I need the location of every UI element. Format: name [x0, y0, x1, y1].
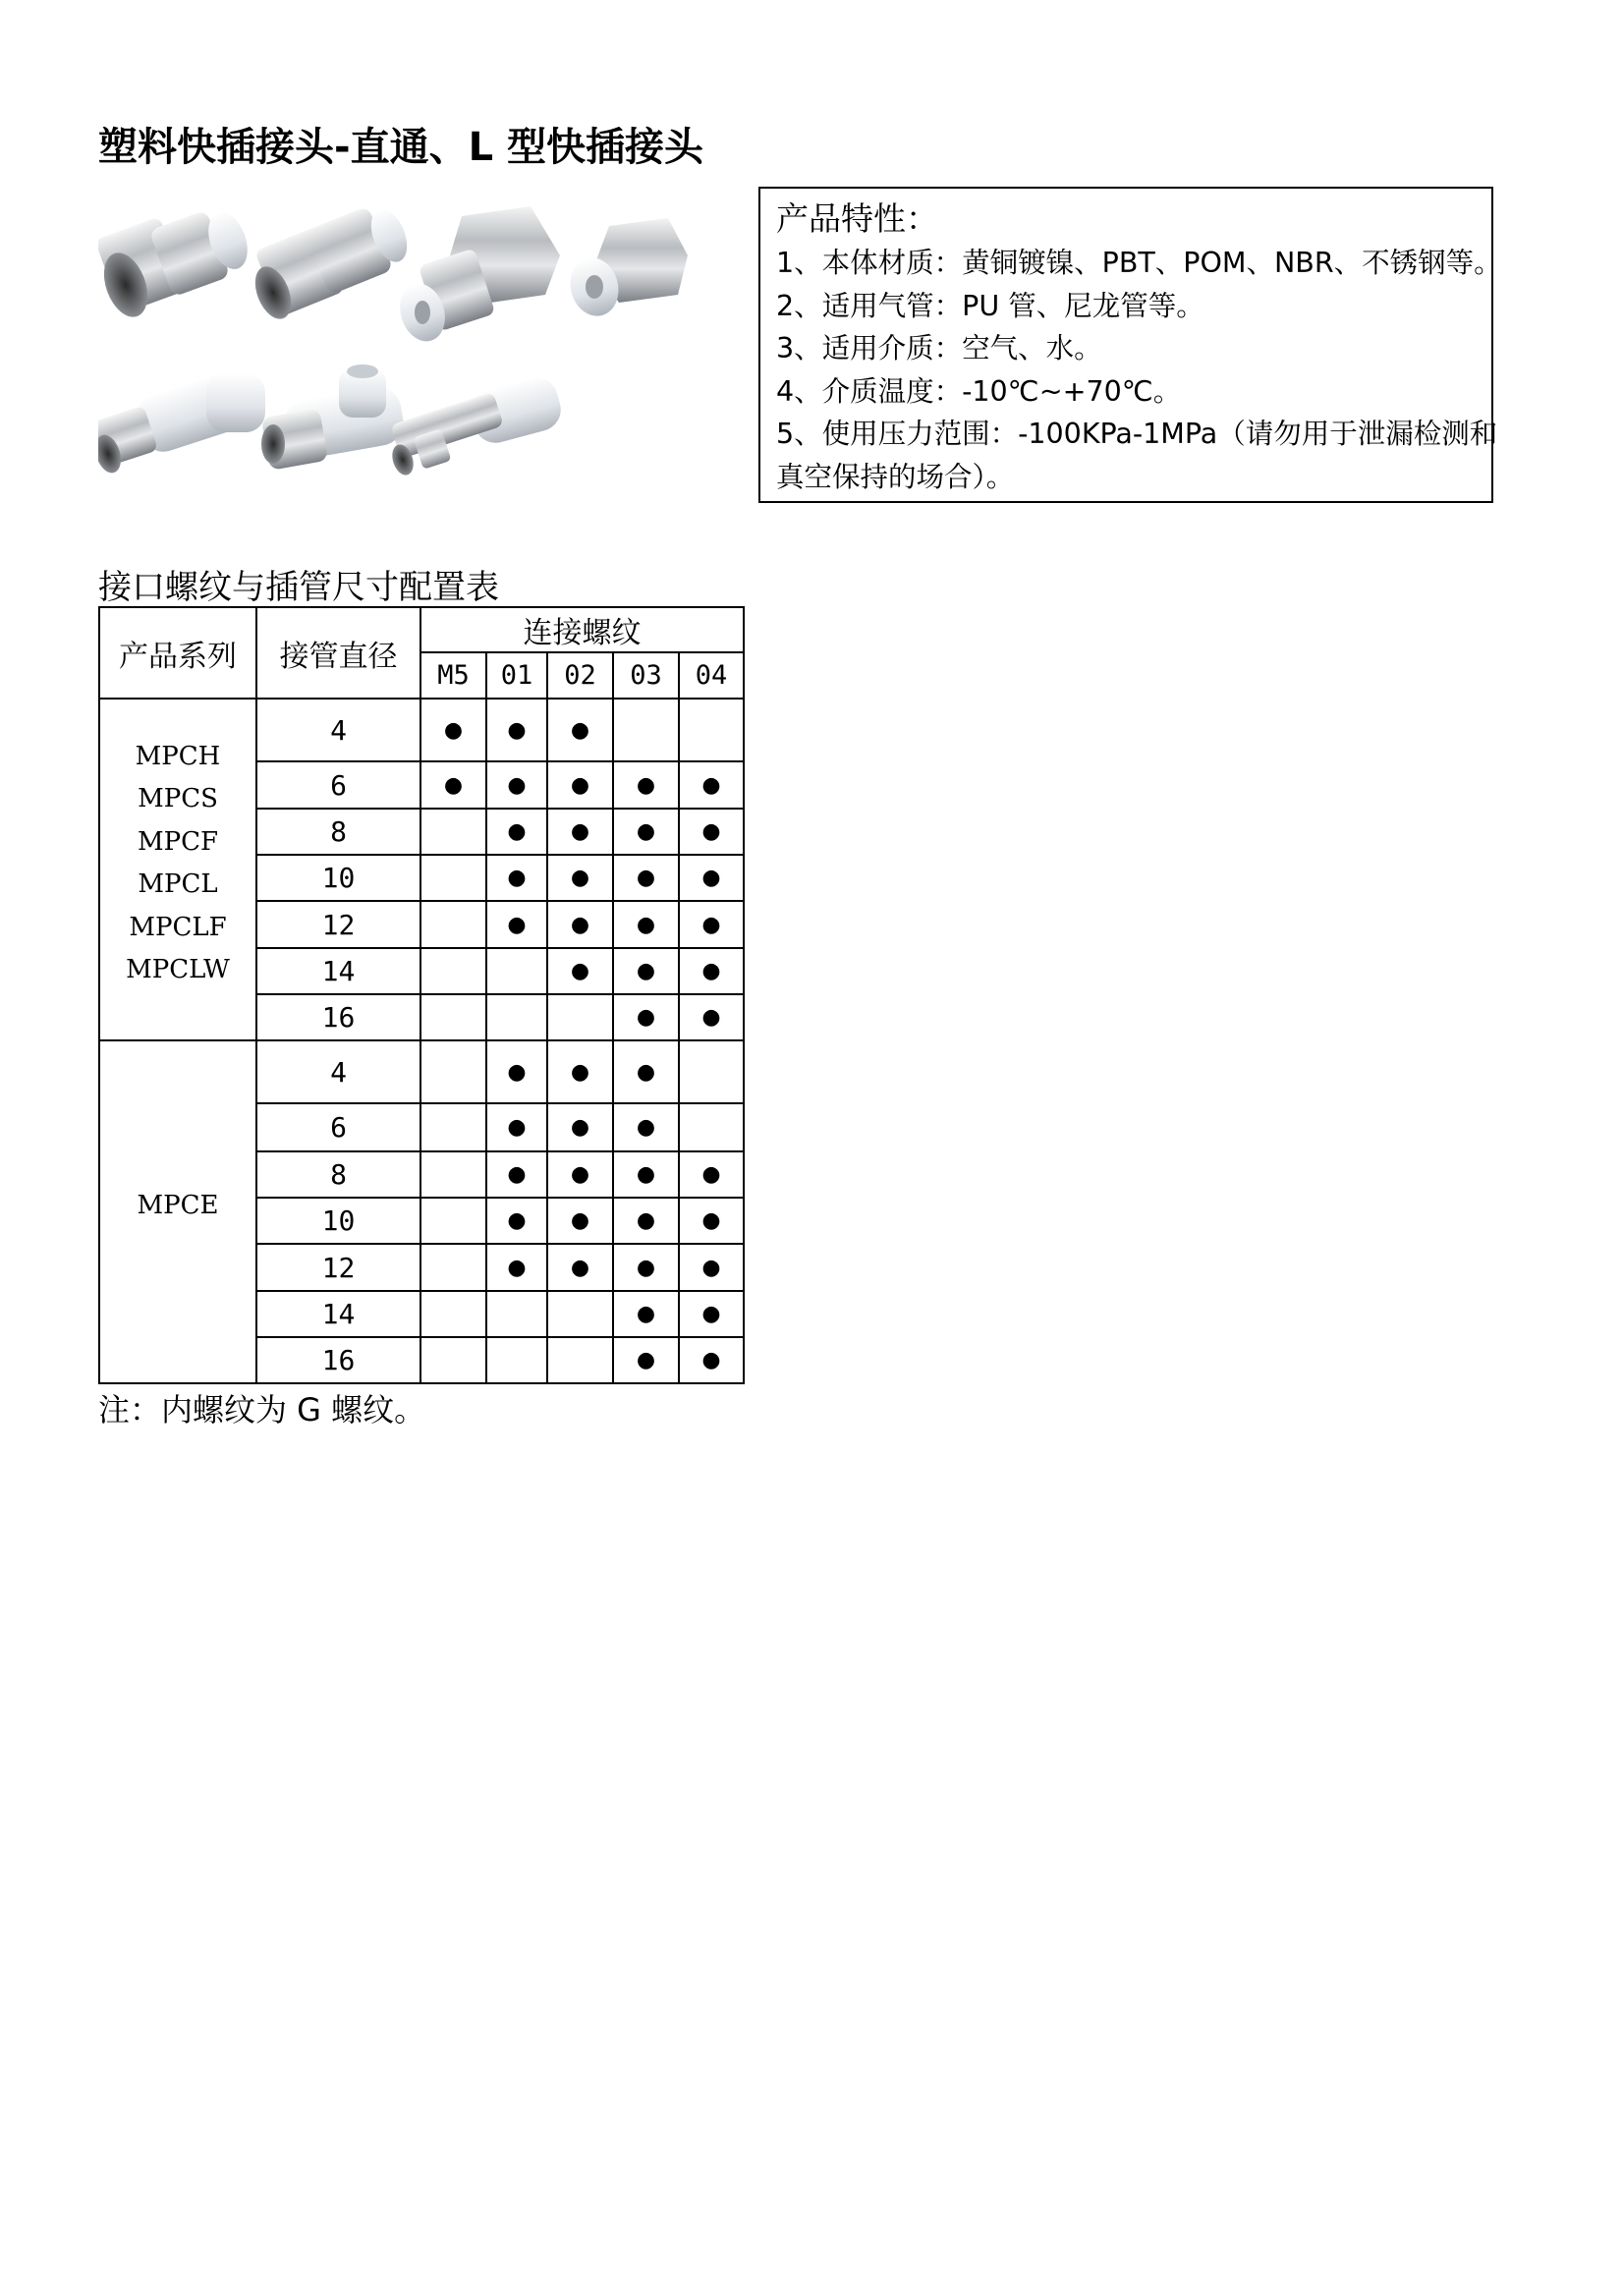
availability-dot: ● [613, 1151, 679, 1198]
availability-dot: ● [420, 761, 486, 809]
empty-cell [420, 994, 486, 1040]
availability-dot: ● [547, 809, 613, 855]
series-name: MPCLF [129, 912, 227, 942]
page-title: 塑料快插接头-直通、L 型快插接头 [98, 125, 704, 170]
fitting-elbow-female [261, 364, 408, 471]
availability-dot: ● [613, 855, 679, 901]
series-cell [99, 1040, 256, 1383]
empty-cell [486, 948, 547, 994]
availability-dot: ● [486, 809, 547, 855]
fitting-straight-female [393, 206, 560, 347]
series-name: MPCE [137, 1190, 219, 1220]
diameter-cell: 14 [256, 948, 420, 994]
empty-cell [486, 994, 547, 1040]
availability-dot: ● [547, 761, 613, 809]
series-name: MPCL [138, 869, 218, 899]
availability-dot: ● [486, 761, 547, 809]
diameter-cell: 6 [256, 1103, 420, 1151]
availability-dot: ● [613, 761, 679, 809]
header-connection: 连接螺纹 [420, 607, 744, 652]
empty-cell [613, 699, 679, 761]
empty-cell [420, 948, 486, 994]
availability-dot: ● [486, 901, 547, 948]
diameter-cell: 8 [256, 1151, 420, 1198]
availability-dot: ● [679, 948, 744, 994]
table-body [99, 699, 744, 1383]
empty-cell [420, 1040, 486, 1103]
fittings-illustration [98, 196, 707, 481]
footnote: 注：内螺纹为 G 螺纹。 [98, 1391, 426, 1428]
availability-dot: ● [679, 901, 744, 948]
availability-dot: ● [486, 1244, 547, 1291]
empty-cell [547, 1337, 613, 1383]
empty-cell [420, 1291, 486, 1337]
diameter-cell: 10 [256, 855, 420, 901]
empty-cell [486, 1337, 547, 1383]
availability-dot: ● [613, 1198, 679, 1244]
features-box [758, 187, 1502, 503]
availability-dot: ● [547, 901, 613, 948]
diameter-cell: 14 [256, 1291, 420, 1337]
empty-cell [486, 1291, 547, 1337]
availability-dot: ● [613, 1337, 679, 1383]
table-title: 接口螺纹与插管尺寸配置表 [98, 568, 499, 607]
availability-dot: ● [486, 1198, 547, 1244]
availability-dot: ● [547, 1040, 613, 1103]
availability-dot: ● [679, 1198, 744, 1244]
diameter-cell: 6 [256, 761, 420, 809]
availability-dot: ● [547, 948, 613, 994]
availability-dot: ● [613, 901, 679, 948]
header-thread: 03 [613, 652, 679, 699]
series-name: MPCLW [126, 955, 230, 984]
availability-dot: ● [679, 994, 744, 1040]
availability-dot: ● [613, 948, 679, 994]
empty-cell [420, 901, 486, 948]
fitting-bulkhead [564, 218, 688, 321]
availability-dot: ● [679, 1151, 744, 1198]
fitting-elbow-extended [389, 372, 566, 477]
availability-dot: ● [547, 699, 613, 761]
fitting-straight-male-2 [249, 204, 415, 324]
feature-line: 4、介质温度：-10℃~+70℃。 [776, 374, 1182, 408]
diameter-cell: 10 [256, 1198, 420, 1244]
empty-cell [679, 699, 744, 761]
header-diameter: 接管直径 [256, 607, 420, 699]
availability-dot: ● [420, 699, 486, 761]
diameter-cell: 16 [256, 994, 420, 1040]
diameter-cell: 12 [256, 901, 420, 948]
availability-dot: ● [613, 1291, 679, 1337]
diameter-cell: 8 [256, 809, 420, 855]
availability-dot: ● [613, 809, 679, 855]
availability-dot: ● [679, 855, 744, 901]
availability-dot: ● [679, 761, 744, 809]
availability-dot: ● [679, 1291, 744, 1337]
table-header-row [99, 607, 744, 652]
availability-dot: ● [547, 855, 613, 901]
header-thread: M5 [420, 652, 486, 699]
feature-line: 1、本体材质：黄铜镀镍、PBT、POM、NBR、不锈钢等。 [776, 247, 1502, 279]
series-name: MPCH [135, 741, 221, 771]
availability-dot: ● [547, 1244, 613, 1291]
empty-cell [547, 1291, 613, 1337]
empty-cell [679, 1040, 744, 1103]
availability-dot: ● [547, 1151, 613, 1198]
diameter-cell: 4 [256, 699, 420, 761]
header-thread: 01 [486, 652, 547, 699]
availability-dot: ● [486, 1151, 547, 1198]
fitting-straight-male-1 [98, 207, 254, 323]
empty-cell [420, 855, 486, 901]
empty-cell [420, 1198, 486, 1244]
series-name: MPCS [138, 784, 218, 813]
feature-line: 5、使用压力范围：-100KPa-1MPa（请勿用于泄漏检测和 [776, 418, 1498, 450]
diameter-cell: 4 [256, 1040, 420, 1103]
empty-cell [420, 1244, 486, 1291]
availability-dot: ● [486, 1103, 547, 1151]
availability-dot: ● [613, 1040, 679, 1103]
header-thread: 04 [679, 652, 744, 699]
availability-dot: ● [613, 1103, 679, 1151]
availability-dot: ● [613, 1244, 679, 1291]
diameter-cell: 12 [256, 1244, 420, 1291]
empty-cell [420, 1151, 486, 1198]
availability-dot: ● [679, 1244, 744, 1291]
availability-dot: ● [679, 809, 744, 855]
empty-cell [420, 809, 486, 855]
feature-line: 2、适用气管：PU 管、尼龙管等。 [776, 289, 1204, 322]
table-row [99, 699, 744, 761]
availability-dot: ● [486, 855, 547, 901]
fitting-elbow-male [98, 367, 265, 476]
availability-dot: ● [547, 1103, 613, 1151]
series-name: MPCF [137, 826, 219, 857]
availability-dot: ● [613, 994, 679, 1040]
header-thread: 02 [547, 652, 613, 699]
spec-table [98, 606, 745, 1384]
feature-line: 真空保持的场合）。 [776, 460, 1015, 493]
series-cell [99, 699, 256, 1040]
empty-cell [679, 1103, 744, 1151]
availability-dot: ● [547, 1198, 613, 1244]
empty-cell [547, 994, 613, 1040]
diameter-cell: 16 [256, 1337, 420, 1383]
availability-dot: ● [486, 1040, 547, 1103]
availability-dot: ● [486, 699, 547, 761]
product-photos [98, 196, 707, 481]
features-heading: 产品特性： [776, 199, 938, 238]
empty-cell [420, 1103, 486, 1151]
availability-dot: ● [679, 1337, 744, 1383]
feature-line: 3、适用介质：空气、水。 [776, 332, 1102, 364]
table-row [99, 1040, 744, 1103]
empty-cell [420, 1337, 486, 1383]
header-series: 产品系列 [99, 607, 256, 699]
